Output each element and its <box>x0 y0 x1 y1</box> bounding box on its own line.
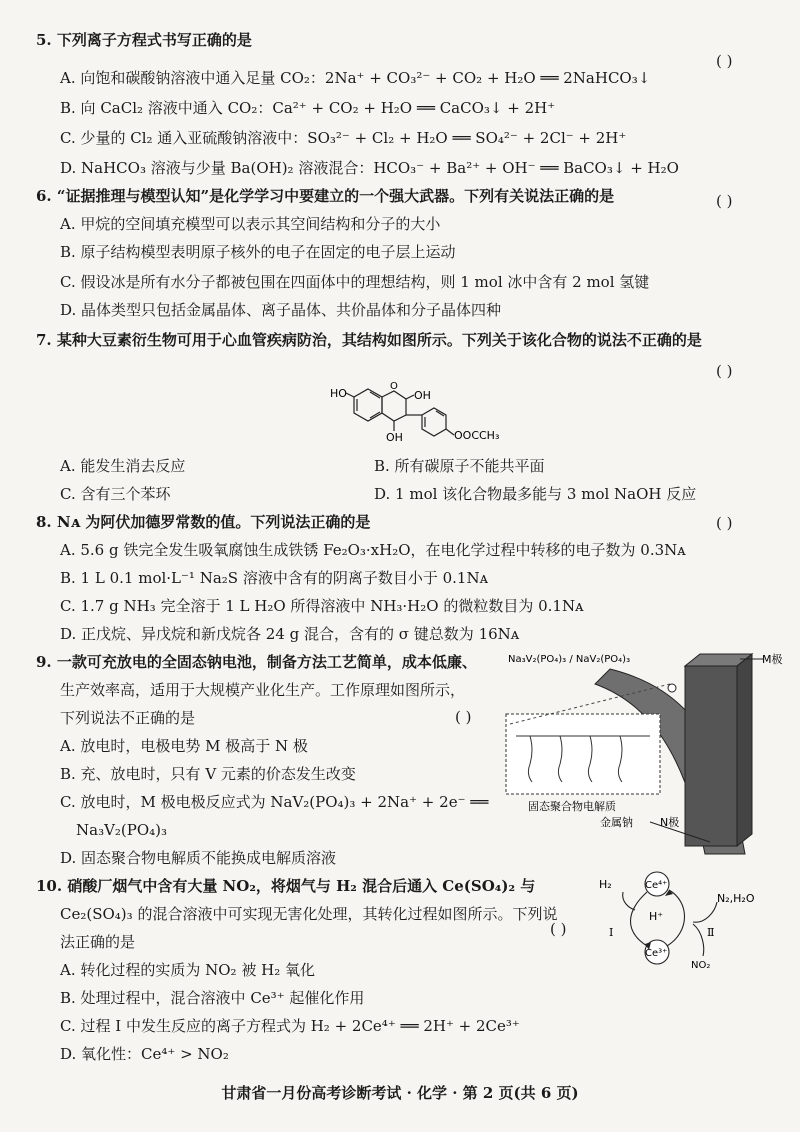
q10-fig-ce3: Ce³⁺ <box>645 948 668 959</box>
q8-option-d: D. 正戊烷、异戊烷和新戊烷各 24 g 混合，含有的 σ 键总数为 16Nᴀ <box>60 625 520 643</box>
q10-stem-line3: 法正确的是 <box>60 933 136 951</box>
q10-option-d: D. 氧化性：Ce⁴⁺ > NO₂ <box>60 1045 229 1063</box>
q9-option-c-line1: C. 放电时，M 极电极反应式为 NaV₂(PO₄)₃ + 2Na⁺ + 2e⁻ ══ <box>60 793 489 811</box>
q10-fig-h2: H₂ <box>599 878 612 891</box>
q9-option-d: D. 固态聚合物电解质不能换成电解质溶液 <box>60 849 337 867</box>
q9-stem-line2: 生产效率高，适用于大规模产业化生产。工作原理如图所示， <box>60 681 466 699</box>
q9-fig-m-label: M极 <box>762 653 783 666</box>
q6-stem: 6. “证据推理与模型认知”是化学学习中要建立的一个强大武器。下列有关说法正确的是 <box>36 187 615 205</box>
q7-struct-ho: HO <box>330 387 347 400</box>
q7-option-b: B. 所有碳原子不能共平面 <box>374 457 545 475</box>
q9-stem-line3: 下列说法不正确的是 <box>60 709 196 727</box>
q5-option-a: A. 向饱和碳酸钠溶液中通入足量 CO₂：2Na⁺ + CO₃²⁻ + CO₂ + H₂O ══ 2NaHCO₃↓ <box>60 69 651 87</box>
q10-cycle-figure <box>595 862 785 972</box>
q10-option-c: C. 过程 Ⅰ 中发生反应的离子方程式为 H₂ + 2Ce⁴⁺ ══ 2H⁺ + 2Ce³⁺ <box>60 1017 520 1035</box>
q9-fig-metal-label: 金属钠 <box>600 816 633 829</box>
q7-option-a: A. 能发生消去反应 <box>60 457 186 475</box>
q10-fig-process-1: Ⅰ <box>609 926 614 939</box>
q10-fig-no2: NO₂ <box>691 960 711 971</box>
q8-answer-paren: ( ) <box>716 514 733 532</box>
q6-option-d: D. 晶体类型只包括金属晶体、离子晶体、共价晶体和分子晶体四种 <box>60 301 502 319</box>
q6-answer-paren: ( ) <box>716 192 733 210</box>
q7-struct-oh2: OH <box>386 431 403 444</box>
q7-struct-ester: OOCCH₃ <box>454 429 500 442</box>
q9-battery-figure <box>500 644 790 864</box>
q9-answer-paren: ( ) <box>455 708 472 726</box>
q6-option-c: C. 假设冰是所有水分子都被包围在四面体中的理想结构，则 1 mol 冰中含有 2 mol 氢键 <box>60 273 650 291</box>
q7-structure-figure <box>330 375 530 450</box>
q5-stem: 5. 下列离子方程式书写正确的是 <box>36 31 252 49</box>
q7-option-d: D. 1 mol 该化合物最多能与 3 mol NaOH 反应 <box>374 485 697 503</box>
q7-struct-ring-o: O <box>390 381 398 392</box>
q10-fig-ce4: Ce⁴⁺ <box>645 880 668 891</box>
q10-fig-hplus: H⁺ <box>649 910 664 923</box>
q8-option-b: B. 1 L 0.1 mol·L⁻¹ Na₂S 溶液中含有的阴离子数目小于 0.1Nᴀ <box>60 569 489 587</box>
q10-answer-paren: ( ) <box>550 920 567 938</box>
q9-fig-electrolyte-label: 固态聚合物电解质 <box>528 800 616 813</box>
q5-option-b: B. 向 CaCl₂ 溶液中通入 CO₂：Ca²⁺ + CO₂ + H₂O ══ CaCO₃↓ + 2H⁺ <box>60 99 556 117</box>
page-footer: 甘肃省一月份高考诊断考试 · 化学 · 第 2 页(共 6 页) <box>221 1084 579 1102</box>
q7-struct-oh1: OH <box>414 389 431 402</box>
q5-option-d: D. NaHCO₃ 溶液与少量 Ba(OH)₂ 溶液混合：HCO₃⁻ + Ba²⁺ + OH⁻ ══ BaCO₃↓ + H₂O <box>60 159 679 177</box>
q6-option-b: B. 原子结构模型表明原子核外的电子在固定的电子层上运动 <box>60 243 456 261</box>
q7-stem: 7. 某种大豆素衍生物可用于心血管疾病防治，其结构如图所示。下列关于该化合物的说法不正确的是 <box>36 331 702 349</box>
q9-fig-top-label: Na₃V₂(PO₄)₃ / NaV₂(PO₄)₃ <box>508 654 631 665</box>
q9-option-a: A. 放电时，电极电势 M 极高于 N 极 <box>60 737 308 755</box>
q9-stem-line1: 9. 一款可充放电的全固态钠电池，制备方法工艺简单，成本低廉、 <box>36 653 477 671</box>
q9-fig-n-label: N极 <box>660 816 680 829</box>
q8-stem: 8. Nᴀ 为阿伏加德罗常数的值。下列说法正确的是 <box>36 513 371 531</box>
q8-option-a: A. 5.6 g 铁完全发生吸氧腐蚀生成铁锈 Fe₂O₃·xH₂O，在电化学过程中转移的电子数为 0.3Nᴀ <box>60 541 686 559</box>
q10-stem-line1: 10. 硝酸厂烟气中含有大量 NO₂，将烟气与 H₂ 混合后通入 Ce(SO₄)₂ 与 <box>36 877 536 895</box>
q10-option-b: B. 处理过程中，混合溶液中 Ce³⁺ 起催化作用 <box>60 989 365 1007</box>
q6-option-a: A. 甲烷的空间填充模型可以表示其空间结构和分子的大小 <box>60 215 441 233</box>
q10-stem-line2: Ce₂(SO₄)₃ 的混合溶液中可实现无害化处理，其转化过程如图所示。下列说 <box>60 905 558 923</box>
q9-option-b: B. 充、放电时，只有 V 元素的价态发生改变 <box>60 765 356 783</box>
q8-option-c: C. 1.7 g NH₃ 完全溶于 1 L H₂O 所得溶液中 NH₃·H₂O 的微粒数目为 0.1Nᴀ <box>60 597 584 615</box>
q7-answer-paren: ( ) <box>716 362 733 380</box>
q7-option-c: C. 含有三个苯环 <box>60 485 171 503</box>
q5-option-c: C. 少量的 Cl₂ 通入亚硫酸钠溶液中：SO₃²⁻ + Cl₂ + H₂O ══ SO₄²⁻ + 2Cl⁻ + 2H⁺ <box>60 129 627 147</box>
q9-option-c-line2: Na₃V₂(PO₄)₃ <box>76 821 168 839</box>
q5-answer-paren: ( ) <box>716 52 733 70</box>
q10-option-a: A. 转化过程的实质为 NO₂ 被 H₂ 氧化 <box>60 961 315 979</box>
q10-fig-n2h2o: N₂,H₂O <box>717 892 755 905</box>
q10-fig-process-2: Ⅱ <box>707 926 715 939</box>
